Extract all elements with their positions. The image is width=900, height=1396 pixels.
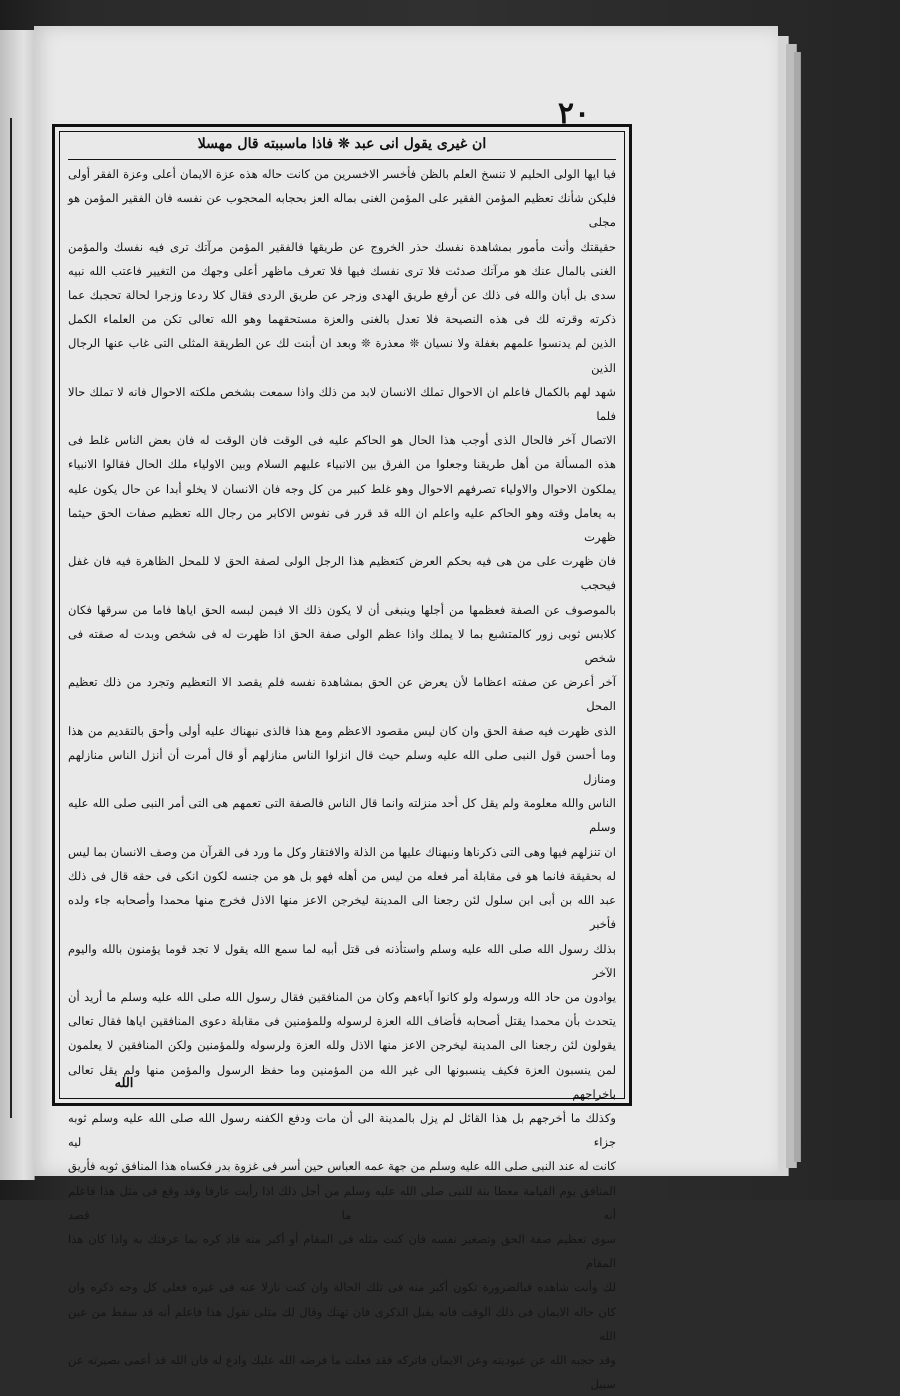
text-line: سوى تعظيم صفة الحق وتصغير نفسه فان كنت مثله فى المقام أو أكبر منه فاذ كره بما عرفتك به واذا كان هذا المقام bbox=[68, 1231, 616, 1271]
page-number: ٢٠ bbox=[557, 96, 591, 131]
text-line: به يعامل وقته وهو الحاكم عليه واعلم ان الله قد قرر فى نفوس الاكابر من رجال الله تعظيم صفات الحق حيثما ظهرت bbox=[68, 505, 616, 545]
text-line: يوادون من حاد الله ورسوله ولو كانوا آباءهم وكان من المنافقين فقال رسول الله صلى الله عليه وسلم ما أريد أن bbox=[68, 989, 616, 1004]
facing-page-edge bbox=[0, 30, 35, 1180]
text-line: يتحدث بأن محمدا يقتل أصحابه فأضاف الله العزة لرسوله وللمؤمنين فى مقابلة دعوى المنافقين اياها فقال تعالى bbox=[68, 1014, 616, 1029]
text-line: بذلك رسول الله صلى الله عليه وسلم واستأذنه فى قتل أبيه لما سمع الله يقول لا تجد قوما يؤمنون بالله واليوم الآخر bbox=[68, 941, 616, 980]
header-rule bbox=[68, 159, 616, 160]
text-line: المنافق يوم القيامة معطا بنة للنبى صلى الله عليه وسلم من أجل ذلك اذا رأيت عارفا وقد وقع فى مثل هذا فاعلم أنه ما قصد bbox=[68, 1183, 616, 1222]
facing-page-frame-rule bbox=[10, 118, 12, 1118]
text-line: وما أحسن قول النبى صلى الله عليه وسلم حيث قال انزلوا الناس منازلهم أو قال أمرت أن أنزل الناس منازلهم ومنازل bbox=[68, 747, 616, 787]
text-line: كلابس ثوبى زور كالمتشبع بما لا يملك واذا عظم الولى صفة الحق اذا ظهرت له فى شخص وبدت له صفته فى شخص bbox=[68, 626, 616, 666]
text-line: فليكن شأنك تعظيم المؤمن الفقير على المؤمن الغنى بماله العز بحجابه المحجوب عن نفسه فان الفقير المؤمن هو مجلى bbox=[68, 191, 616, 230]
text-line: عبد الله بن أبى ابن سلول لئن رجعنا الى المدينة ليخرجن الاعز منها الاذل فخرج منها محمدا وأصحابه جاء ولده فأخبر bbox=[68, 893, 616, 932]
text-line: يقولون لئن رجعنا الى المدينة ليخرجن الاعز منها الاذل ولله العزة ولرسوله وللمؤمنين ولكن المنافقين لا يعلمون bbox=[68, 1038, 616, 1053]
book-page bbox=[34, 26, 778, 1392]
text-frame-inner bbox=[59, 131, 625, 1392]
body-text bbox=[68, 162, 616, 1392]
text-line: فان ظهرت على من هى فيه بحكم العرض كتعظيم هذا الرجل الولى لصفة الحق لا للمحل الظاهرة فيه فان غفل فيحجب bbox=[68, 554, 616, 593]
running-header: ان غيرى يقول انى عبد ❊ فاذا ماسببته قال مهسلا bbox=[197, 136, 487, 152]
text-line: كانت له عند النبى صلى الله عليه وسلم من جهة عمه العباس حين أسر فى غزوة بدر فكساه هذا المنافق ثوبه فأريق bbox=[68, 1159, 616, 1174]
text-line: الذى ظهرت فيه صفة الحق وان كان ليس مقصود الاعظم ومع هذا فالذى نبهناك عليه أولى وأحق بالتقديم من هذا bbox=[68, 723, 616, 738]
text-line: الغنى بالمال عنك هو مرآتك صدئت فلا ترى نفسك فيها فلا تعرف ماظهر أعلى وجهك من التغيير فاعتب الله نبيه bbox=[68, 263, 616, 278]
text-line: له بحقيقة فانما هو فى مقابلة أمر فعله من ليس من أهله فهو بل هو من جنسه لكون انكى فى حقه قال فى ذلك bbox=[68, 868, 616, 883]
text-frame bbox=[52, 124, 632, 1392]
text-line: شهد لهم بالكمال فاعلم ان الاحوال تملك الانسان لابد من ذلك واذا سمعت بشخص ملكته الاحوال فانه لا تملك حالا فلما bbox=[68, 384, 616, 424]
text-line: ان تنزلهم فيها وهى التى ذكرناها ونبهناك عليها من الذلة والافتقار وكل ما ورد فى القرآن من وصف الانسان بما ليس bbox=[68, 844, 616, 859]
text-line: وكذلك ما أخرجهم بل هذا القائل لم يزل بالمدينة الى أن مات ودفع الكفنه رسول الله صلى الله عليه وسلم ثوبه جزاء ليه bbox=[68, 1110, 616, 1150]
text-line: الذين لم يدنسوا علمهم بغفلة ولا نسيان ❊ معذرة ❊ وبعد ان أبنت لك عن الطريقة المثلى التى غاب عنها الرجال الذين bbox=[68, 336, 616, 375]
text-line: هذه المسألة من أهل طريقنا وجعلوا من الفرق بين الانبياء عليهم السلام وبين الاولياء ملك الحال فقالوا الانبياء bbox=[68, 457, 616, 472]
text-line: كان حاله الايمان فى ذلك الوقت فانه يقبل الذكرى فان تهتك وقال لك مثلى تقول هذا فاعلم أنه قد سقط من عين الله bbox=[68, 1304, 616, 1343]
text-line: حقيقتك وأنت مأمور بمشاهدة نفسك حذر الخروج عن طريقها فالفقير المؤمن مرآتك ترى فيه نفسك والمؤمن bbox=[68, 239, 616, 254]
text-line: الاتصال آخر فالحال الذى أوجب هذا الحال هو الحاكم عليه فى الوقت فان الوقت له فان بعض الناس غلط فى bbox=[68, 433, 616, 448]
text-line: فيا ايها الولى الحليم لا تنسخ العلم بالظن فأخسر الاخسرين من كانت حاله هذه عزة الايمان أعلى وعزة الفقر أولى bbox=[68, 167, 616, 181]
catchword: الله bbox=[114, 1076, 134, 1091]
text-line: ذكرته وقرته لك فى هذه النصيحة فلا تعدل بالغنى والعزة مستحقهما وهو الله تعالى تكن من العلماء الكمل bbox=[68, 312, 616, 327]
text-line: يملكون الاحوال والاولياء تصرفهم الاحوال وهو غلط كبير من كل وجه فان الانسان لا يخلو أبدا عن حال يكون عليه bbox=[68, 481, 616, 496]
text-line: آخر أعرض عن صفته اعظاما لأن يعرض عن الحق بمشاهدة نفسه فلم يقصد الا التعظيم وتجرد من ذلك تعظيم المحل bbox=[68, 675, 616, 714]
text-line: الناس والله معلومة ولم يقل كل أحد منزلته وانما قال الناس فالصفة التى تعمهم هى التى أمر النبى صلى الله عليه وسلم bbox=[68, 796, 616, 835]
text-line: وقد حجبه الله عن عبوديته وعن الايمان فاتركه فقد فعلت ما فرضه الله عليك وادع له فان الله قد أعمى بصيرته عن سبيل bbox=[68, 1352, 616, 1392]
page-stack-edge bbox=[794, 52, 801, 1162]
text-line: بالموصوف عن الصفة فعظمها من أجلها وينبغى أن لا يكون ذلك الا فيمن لبسه الحق اياها فاما من سرقها فكان bbox=[68, 602, 616, 617]
text-line: لمن ينسبون العزة فكيف ينسبونها الى غير الله من المؤمنين وما حفظ الرسول والمؤمن منها ولم يقل تعالى باخراجهم bbox=[68, 1062, 616, 1101]
text-line: لك وأنت شاهده فبالضرورة تكون أكبر منه فى تلك الحالة وان كنت نازلا عنه فى غيره فعلى كل وجه ذكره وان bbox=[68, 1280, 616, 1295]
text-line: سدى بل أبان والله فى ذلك عن أرفع طريق الهدى وزجر عن طريق الردى فقال كلا ردعا وزجرا لحالة تحجبك عما bbox=[68, 288, 616, 303]
